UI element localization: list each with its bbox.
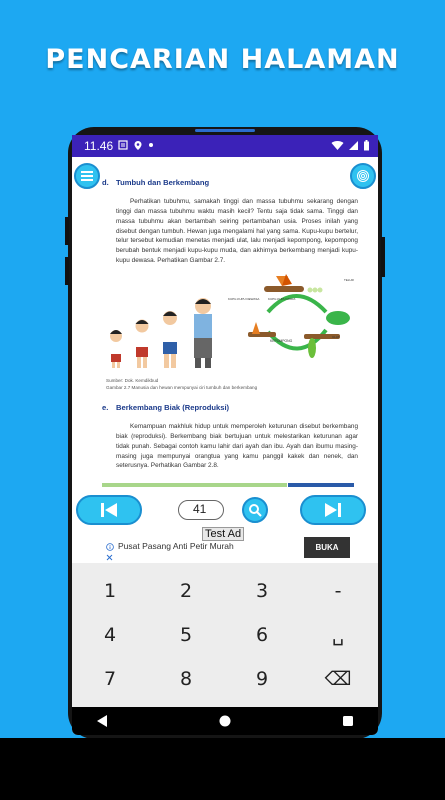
numeric-keypad <box>72 563 378 707</box>
next-page-button[interactable] <box>300 495 366 525</box>
system-nav-bar <box>72 707 378 735</box>
dot-icon <box>148 140 154 150</box>
svg-text:KEPOMPONG: KEPOMPONG <box>270 339 293 344</box>
battery-icon <box>363 140 370 151</box>
section-heading <box>102 177 358 189</box>
wifi-icon <box>331 140 344 151</box>
ad-open-button[interactable]: BUKA <box>304 537 350 558</box>
test-ad-label: Test Ad <box>202 527 244 541</box>
key-7[interactable]: 7 <box>103 668 117 690</box>
figure-caption: Gambar 2.7 Manusia dan hewan mempunyai ciri tumbuh dan berkembang <box>106 385 258 391</box>
previous-page-button[interactable] <box>76 495 142 525</box>
section-letter: e. <box>102 403 109 412</box>
figure-source: Sumber: Dok. Kemdikbud <box>106 378 159 384</box>
svg-text:KUPU-KUPU MUDA: KUPU-KUPU MUDA <box>268 297 296 302</box>
phone-frame <box>68 127 382 739</box>
key-6[interactable]: 6 <box>255 624 269 646</box>
page-number-input[interactable]: 41 <box>178 500 224 520</box>
menu-icon <box>80 170 94 182</box>
key-1[interactable]: 1 <box>103 580 117 602</box>
menu-button[interactable] <box>74 163 100 189</box>
phone-notch <box>195 129 255 132</box>
butterfly-cycle <box>226 272 362 374</box>
skip-next-icon <box>323 502 343 518</box>
section-letter: d. <box>102 178 109 187</box>
back-icon[interactable] <box>96 714 108 728</box>
key-backspace[interactable]: ⌫ <box>324 668 352 690</box>
bottom-strip <box>0 738 445 800</box>
paragraph: Kemampuan makhluk hidup untuk memperoleh keturunan disebut berkembang biak (reproduksi). Berkembang biak bertujuan untuk melestarikan keturunan agar tidak punah. Sebagai contoh kamu lahir dari ayah dan ibu. Ayah dan ibumu masing-masing juga mempunyai orangtua yang kamu panggil kakek dan nenek, dan seterusnya. Perhatikan Gambar 2.8. <box>116 422 358 470</box>
key-5[interactable]: 5 <box>179 624 193 646</box>
search-icon <box>248 503 262 517</box>
info-icon <box>106 543 114 551</box>
signal-icon <box>348 140 359 151</box>
adult <box>194 298 212 368</box>
volume-button <box>65 257 69 285</box>
pdf-page[interactable] <box>72 157 378 487</box>
fingerprint-icon <box>356 169 370 183</box>
power-button <box>381 237 385 277</box>
paragraph: Perhatikan tubuhmu, samakah tinggi dan massa tubuhmu sekarang dengan tinggi dan massa tubuhmu waktu masih kecil? Tentu saja tidak sama. Tinggi dan massa tubuhmu akan bertambah seiring pertambahan usia. Proses inilah yang disebut dengan tumbuh. Hewan juga mengalami hal yang sama. Kupu-kupu bertelur, telur tersebut kemudian menetas menjadi ulat, lalu menjadi kepompong, kepompong berubah bentuk menjadi kupu-kupu muda, dan akhirnya berkembang menjadi kupu-kupu dewasa. Perhatikan Gambar 2.7. <box>116 197 358 265</box>
go-to-page-button[interactable] <box>242 497 268 523</box>
key-2[interactable]: 2 <box>179 580 193 602</box>
location-icon <box>133 140 143 151</box>
child-2 <box>136 320 149 369</box>
page-controls <box>72 487 378 527</box>
section-title: Tumbuh dan Berkembang <box>116 178 210 187</box>
svg-text:KUPU-KUPU DEWASA: KUPU-KUPU DEWASA <box>228 297 260 302</box>
key-3[interactable]: 3 <box>255 580 269 602</box>
key-space[interactable]: ␣ <box>331 624 345 646</box>
close-icon[interactable] <box>106 554 113 561</box>
child-1 <box>110 330 122 368</box>
recents-icon[interactable] <box>342 714 354 728</box>
home-icon[interactable] <box>218 714 232 728</box>
status-time: 11.46 <box>84 139 114 153</box>
key-8[interactable]: 8 <box>179 668 193 690</box>
section-title: Berkembang Biak (Reproduksi) <box>116 403 230 412</box>
section-heading <box>102 402 358 414</box>
svg-text:TELUR: TELUR <box>344 278 354 283</box>
promo-title: PENCARIAN HALAMAN <box>45 44 400 75</box>
key-4[interactable]: 4 <box>103 624 117 646</box>
volume-button <box>65 217 69 245</box>
children-illustration <box>106 276 226 376</box>
svg-text:ULAT: ULAT <box>332 335 340 340</box>
gallery-icon <box>118 140 128 150</box>
key-minus[interactable]: - <box>334 580 342 602</box>
ad-text: Pusat Pasang Anti Petir Murah <box>118 541 234 551</box>
key-9[interactable]: 9 <box>255 668 269 690</box>
document-content <box>102 157 358 471</box>
child-3 <box>163 311 177 368</box>
figure-growth <box>106 276 358 378</box>
app-screen <box>72 135 378 735</box>
status-bar <box>72 135 378 157</box>
skip-previous-icon <box>99 502 119 518</box>
